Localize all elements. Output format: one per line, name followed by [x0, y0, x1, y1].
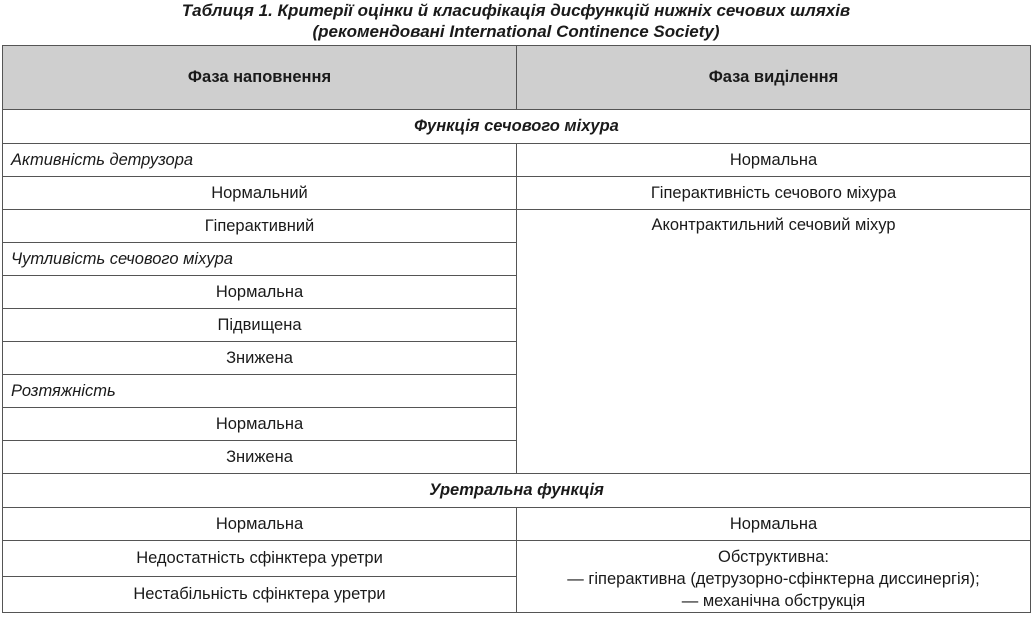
obstructive-title: Обструктивна: [718, 548, 829, 566]
obstructive-item-2: — механічна обструкція [681, 592, 866, 610]
table-caption [0, 0, 1032, 42]
compliance-label: Розтяжність [3, 375, 517, 408]
voiding-obstructive [517, 541, 1031, 613]
obstructive-item-1: — гіперактивна (детрузорно-сфінктерна диссинергія); [567, 570, 980, 588]
sphincter-instability: Нестабільність сфінктера уретри [3, 577, 517, 613]
section-urethral-function: Уретральна функція [3, 474, 1031, 508]
header-row [3, 46, 1031, 110]
urethra-voiding-normal: Нормальна [517, 508, 1031, 541]
detrusor-normal: Нормальний [3, 177, 517, 210]
voiding-bladder-overactivity: Гіперактивність сечового міхура [517, 177, 1031, 210]
classification-table [2, 45, 1031, 613]
section-bladder-function: Функція сечового міхура [3, 110, 1031, 144]
caption-line-1: Таблиця 1. Критерії оцінки й класифікація дисфункцій нижніх сечових шляхів [181, 1, 851, 20]
urethra-filling-normal: Нормальна [3, 508, 517, 541]
table-row [3, 144, 1031, 177]
compliance-normal: Нормальна [3, 408, 517, 441]
detrusor-activity-label: Активність детрузора [3, 144, 517, 177]
section-row [3, 110, 1031, 144]
voiding-normal: Нормальна [517, 144, 1031, 177]
table-row [3, 177, 1031, 210]
sensation-label: Чутливість сечового міхура [3, 243, 517, 276]
sensation-normal: Нормальна [3, 276, 517, 309]
table-row [3, 508, 1031, 541]
voiding-acontractile: Аконтрактильний сечовий міхур [517, 210, 1031, 474]
caption-line-2: (рекомендовані International Continence Society) [312, 22, 720, 41]
compliance-reduced: Знижена [3, 441, 517, 474]
sensation-increased: Підвищена [3, 309, 517, 342]
header-filling-phase: Фаза наповнення [3, 46, 517, 110]
sphincter-incompetence: Недостатність сфінктера уретри [3, 541, 517, 577]
detrusor-overactive: Гіперактивний [3, 210, 517, 243]
header-voiding-phase: Фаза виділення [517, 46, 1031, 110]
section-row [3, 474, 1031, 508]
table-row [3, 541, 1031, 577]
table-row [3, 210, 1031, 243]
sensation-reduced: Знижена [3, 342, 517, 375]
